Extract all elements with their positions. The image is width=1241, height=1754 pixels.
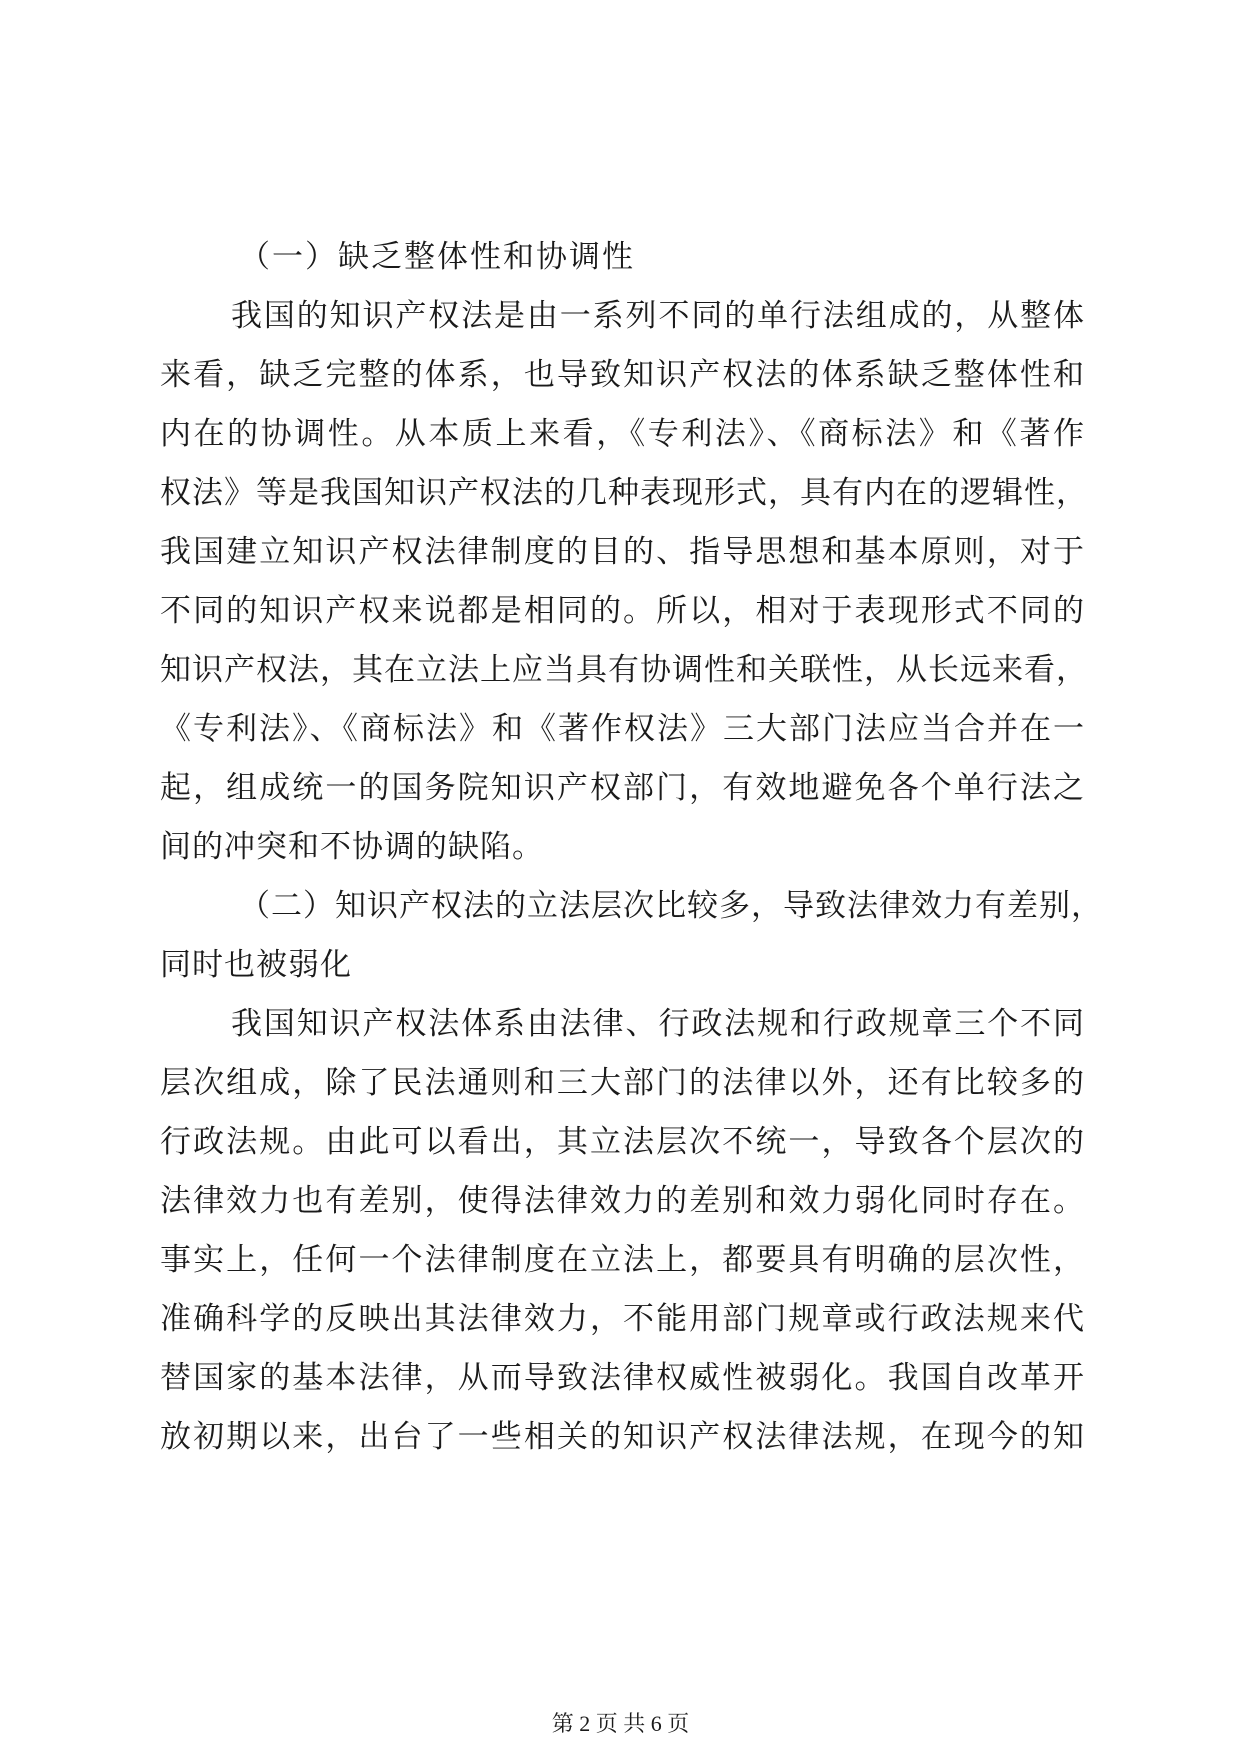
paragraph-line: 我国建立知识产权法律制度的目的、指导思想和基本原则，对于 — [160, 534, 1085, 570]
paragraph-line: 放初期以来，出台了一些相关的知识产权法律法规，在现今的知 — [160, 1419, 1085, 1455]
paragraph-line: 层次组成，除了民法通则和三大部门的法律以外，还有比较多的 — [160, 1065, 1085, 1101]
paragraph-line: 替国家的基本法律，从而导致法律权威性被弱化。我国自改革开 — [160, 1360, 1085, 1396]
section-heading-2-continued: 同时也被弱化 — [160, 947, 352, 983]
paragraph-line: 知识产权法，其在立法上应当具有协调性和关联性，从长远来看， — [160, 652, 1088, 688]
paragraph-line: 我国知识产权法体系由法律、行政法规和行政规章三个不同 — [231, 1006, 1085, 1042]
paragraph-line: 来看，缺乏完整的体系，也导致知识产权法的体系缺乏整体性和 — [160, 357, 1085, 393]
paragraph-line: 不同的知识产权来说都是相同的。所以，相对于表现形式不同的 — [160, 593, 1085, 629]
paragraph-line: 权法》等是我国知识产权法的几种表现形式，具有内在的逻辑性， — [160, 475, 1088, 511]
section-heading-2: （二）知识产权法的立法层次比较多，导致法律效力有差别， — [239, 888, 1103, 924]
body-text — [160, 228, 1103, 1467]
page-number-footer: 第 2 页 共 6 页 — [551, 1711, 690, 1736]
paragraph-line: 行政法规。由此可以看出，其立法层次不统一，导致各个层次的 — [160, 1124, 1085, 1160]
paragraph-line: 内在的协调性。从本质上来看，《专利法》、《商标法》和《著作 — [160, 416, 1085, 452]
paragraph-line: 《专利法》、《商标法》和《著作权法》三大部门法应当合并在一 — [160, 711, 1085, 747]
paragraph-line: 事实上，任何一个法律制度在立法上，都要具有明确的层次性， — [160, 1242, 1085, 1278]
paragraph-line: 起，组成统一的国务院知识产权部门，有效地避免各个单行法之 — [160, 770, 1085, 806]
paragraph-line: 间的冲突和不协调的缺陷。 — [160, 829, 544, 865]
paragraph-line: 我国的知识产权法是由一系列不同的单行法组成的，从整体 — [231, 298, 1085, 334]
paragraph-line: 法律效力也有差别，使得法律效力的差别和效力弱化同时存在。 — [160, 1183, 1085, 1219]
section-heading-1: （一）缺乏整体性和协调性 — [239, 239, 635, 275]
paragraph-line: 准确科学的反映出其法律效力，不能用部门规章或行政法规来代 — [160, 1301, 1085, 1337]
